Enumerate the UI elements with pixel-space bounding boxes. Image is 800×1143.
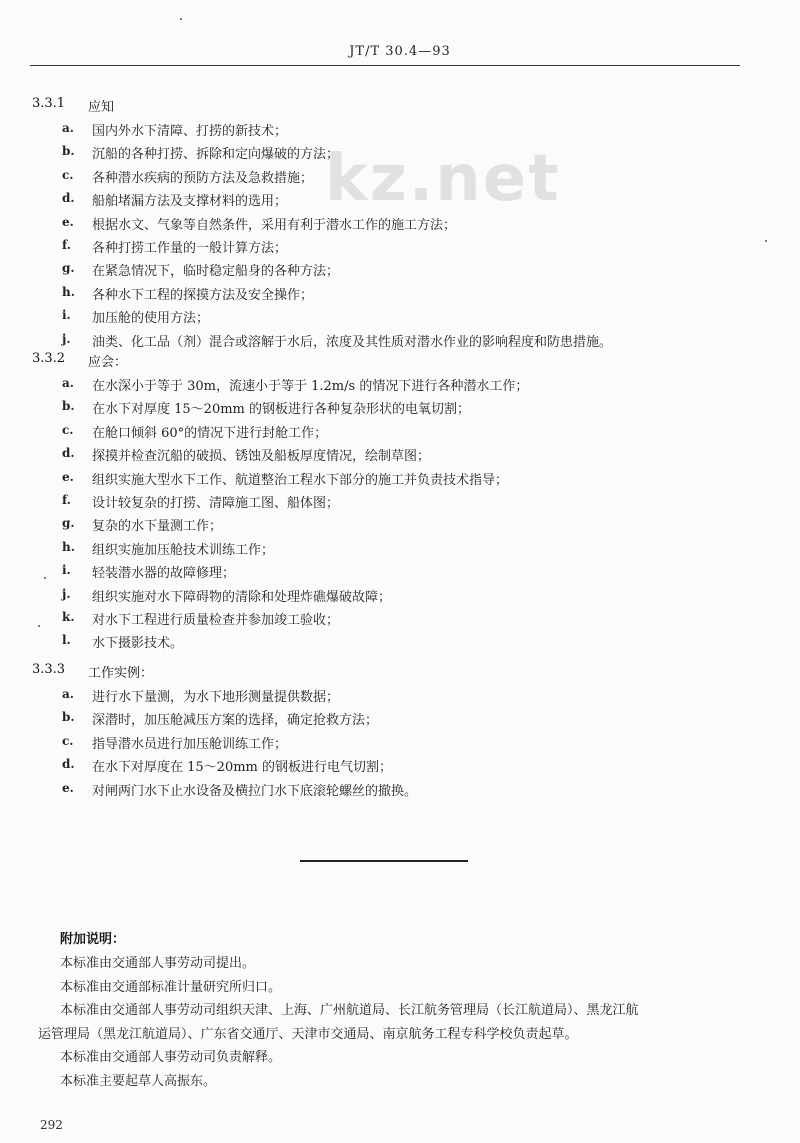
list-item-text: 组织实施对水下障碍物的清除和处理炸礁爆破故障；	[92, 590, 392, 605]
list-item-letter: f.	[62, 493, 71, 507]
note-line: 本标准主要起草人高振东。	[60, 1074, 217, 1089]
list-item-text: 沉船的各种打捞、拆除和定向爆破的方法；	[92, 147, 340, 162]
section-title: 工作实例：	[88, 666, 154, 681]
list-item-text: 油类、化工品（剂）混合或溶解于水后，浓度及其性质对潜水作业的影响程度和防患措施。	[92, 335, 613, 350]
list-item-letter: b.	[62, 710, 75, 724]
header-rule	[30, 65, 740, 66]
section-number: 3.3.2	[32, 351, 66, 366]
list-item-text: 指导潜水员进行加压舱训练工作；	[92, 737, 288, 752]
list-item-text: 在水下对厚度在 15～20mm 的钢板进行电气切割；	[92, 760, 393, 775]
note-line: 本标准由交通部人事劳动司组织天津、上海、广州航道局、长江航务管理局（长江航道局）、黑龙江航	[60, 1003, 639, 1018]
list-item-letter: b.	[62, 399, 75, 413]
list-item-text: 设计较复杂的打捞、清障施工图、船体图；	[92, 496, 340, 511]
list-item-text: 对闸两门水下止水设备及横拉门水下底滚轮螺丝的撤换。	[92, 784, 418, 799]
list-item-letter: a.	[62, 121, 74, 135]
list-item-letter: e.	[62, 470, 74, 484]
list-item-letter: e.	[62, 781, 74, 795]
list-item-letter: i.	[62, 563, 71, 577]
list-item-letter: d.	[62, 191, 75, 205]
section-number: 3.3.3	[32, 662, 66, 677]
section-number: 3.3.1	[32, 96, 66, 111]
list-item-letter: e.	[62, 215, 74, 229]
list-item-letter: g.	[62, 516, 75, 530]
list-item-text: 复杂的水下量测工作；	[92, 519, 223, 534]
list-item-letter: a.	[62, 376, 74, 390]
list-item-letter: j.	[62, 587, 71, 601]
list-item-text: 组织实施加压舱技术训练工作；	[92, 543, 275, 558]
section-title: 应会：	[88, 355, 128, 370]
list-item-text: 水下摄影技术。	[92, 636, 184, 651]
list-item-text: 各种打捞工作量的一般计算方法；	[92, 241, 288, 256]
section-divider	[300, 860, 468, 862]
list-item-letter: c.	[62, 734, 74, 748]
scan-speck	[765, 240, 767, 242]
section-title: 应知	[88, 100, 115, 115]
list-item-letter: b.	[62, 144, 75, 158]
list-item-text: 在紧急情况下，临时稳定船身的各种方法；	[92, 264, 340, 279]
list-item-letter: a.	[62, 687, 74, 701]
page-number: 292	[40, 1118, 63, 1132]
notes-heading: 附加说明：	[60, 932, 126, 947]
list-item-letter: c.	[62, 423, 74, 437]
note-line: 运管理局（黑龙江航道局）、广东省交通厅、天津市交通局、南京航务工程专科学校负责起草。	[38, 1027, 578, 1042]
list-item-letter: l.	[62, 633, 71, 647]
list-item-text: 各种潜水疾病的预防方法及急救措施；	[92, 171, 314, 186]
scan-speck	[38, 625, 40, 627]
watermark: kz.net	[325, 142, 561, 216]
list-item-text: 船舶堵漏方法及支撑材料的选用；	[92, 194, 288, 209]
list-item-text: 在水下对厚度 15～20mm 的钢板进行各种复杂形状的电氧切割；	[92, 402, 471, 417]
list-item-text: 在水深小于等于 30m，流速小于等于 1.2m/s 的情况下进行各种潜水工作；	[92, 379, 529, 394]
list-item-letter: c.	[62, 168, 74, 182]
list-item-text: 在舱口倾斜 60°的情况下进行封舱工作；	[92, 426, 328, 441]
list-item-letter: k.	[62, 610, 75, 624]
note-line: 本标准由交通部标准计量研究所归口。	[60, 980, 282, 995]
list-item-text: 根据水文、气象等自然条件，采用有利于潜水工作的施工方法；	[92, 218, 457, 233]
list-item-letter: d.	[62, 757, 75, 771]
list-item-letter: h.	[62, 540, 75, 554]
list-item-text: 探摸并检查沉船的破损、锈蚀及船板厚度情况，绘制草图；	[92, 449, 431, 464]
list-item-text: 加压舱的使用方法；	[92, 311, 210, 326]
list-item-text: 国内外水下清障、打捞的新技术；	[92, 124, 288, 139]
list-item-text: 进行水下量测，为水下地形测量提供数据；	[92, 690, 340, 705]
list-item-letter: h.	[62, 285, 75, 299]
note-line: 本标准由交通部人事劳动司负责解释。	[60, 1050, 282, 1065]
list-item-text: 对水下工程进行质量检查并参加竣工验收；	[92, 613, 340, 628]
list-item-text: 组织实施大型水下工作、航道整治工程水下部分的施工并负责技术指导；	[92, 473, 509, 488]
scan-speck	[180, 18, 182, 20]
list-item-text: 各种水下工程的探摸方法及安全操作；	[92, 288, 314, 303]
scan-speck	[44, 577, 46, 579]
list-item-letter: d.	[62, 446, 75, 460]
list-item-letter: f.	[62, 238, 71, 252]
list-item-letter: g.	[62, 261, 75, 275]
list-item-letter: j.	[62, 332, 71, 346]
list-item-text: 深潜时，加压舱减压方案的选择，确定抢救方法；	[92, 713, 379, 728]
note-line: 本标准由交通部人事劳动司提出。	[60, 956, 256, 971]
list-item-letter: i.	[62, 308, 71, 322]
page-header: JT/T 30.4—93	[349, 44, 451, 59]
list-item-text: 轻装潜水器的故障修理；	[92, 566, 236, 581]
